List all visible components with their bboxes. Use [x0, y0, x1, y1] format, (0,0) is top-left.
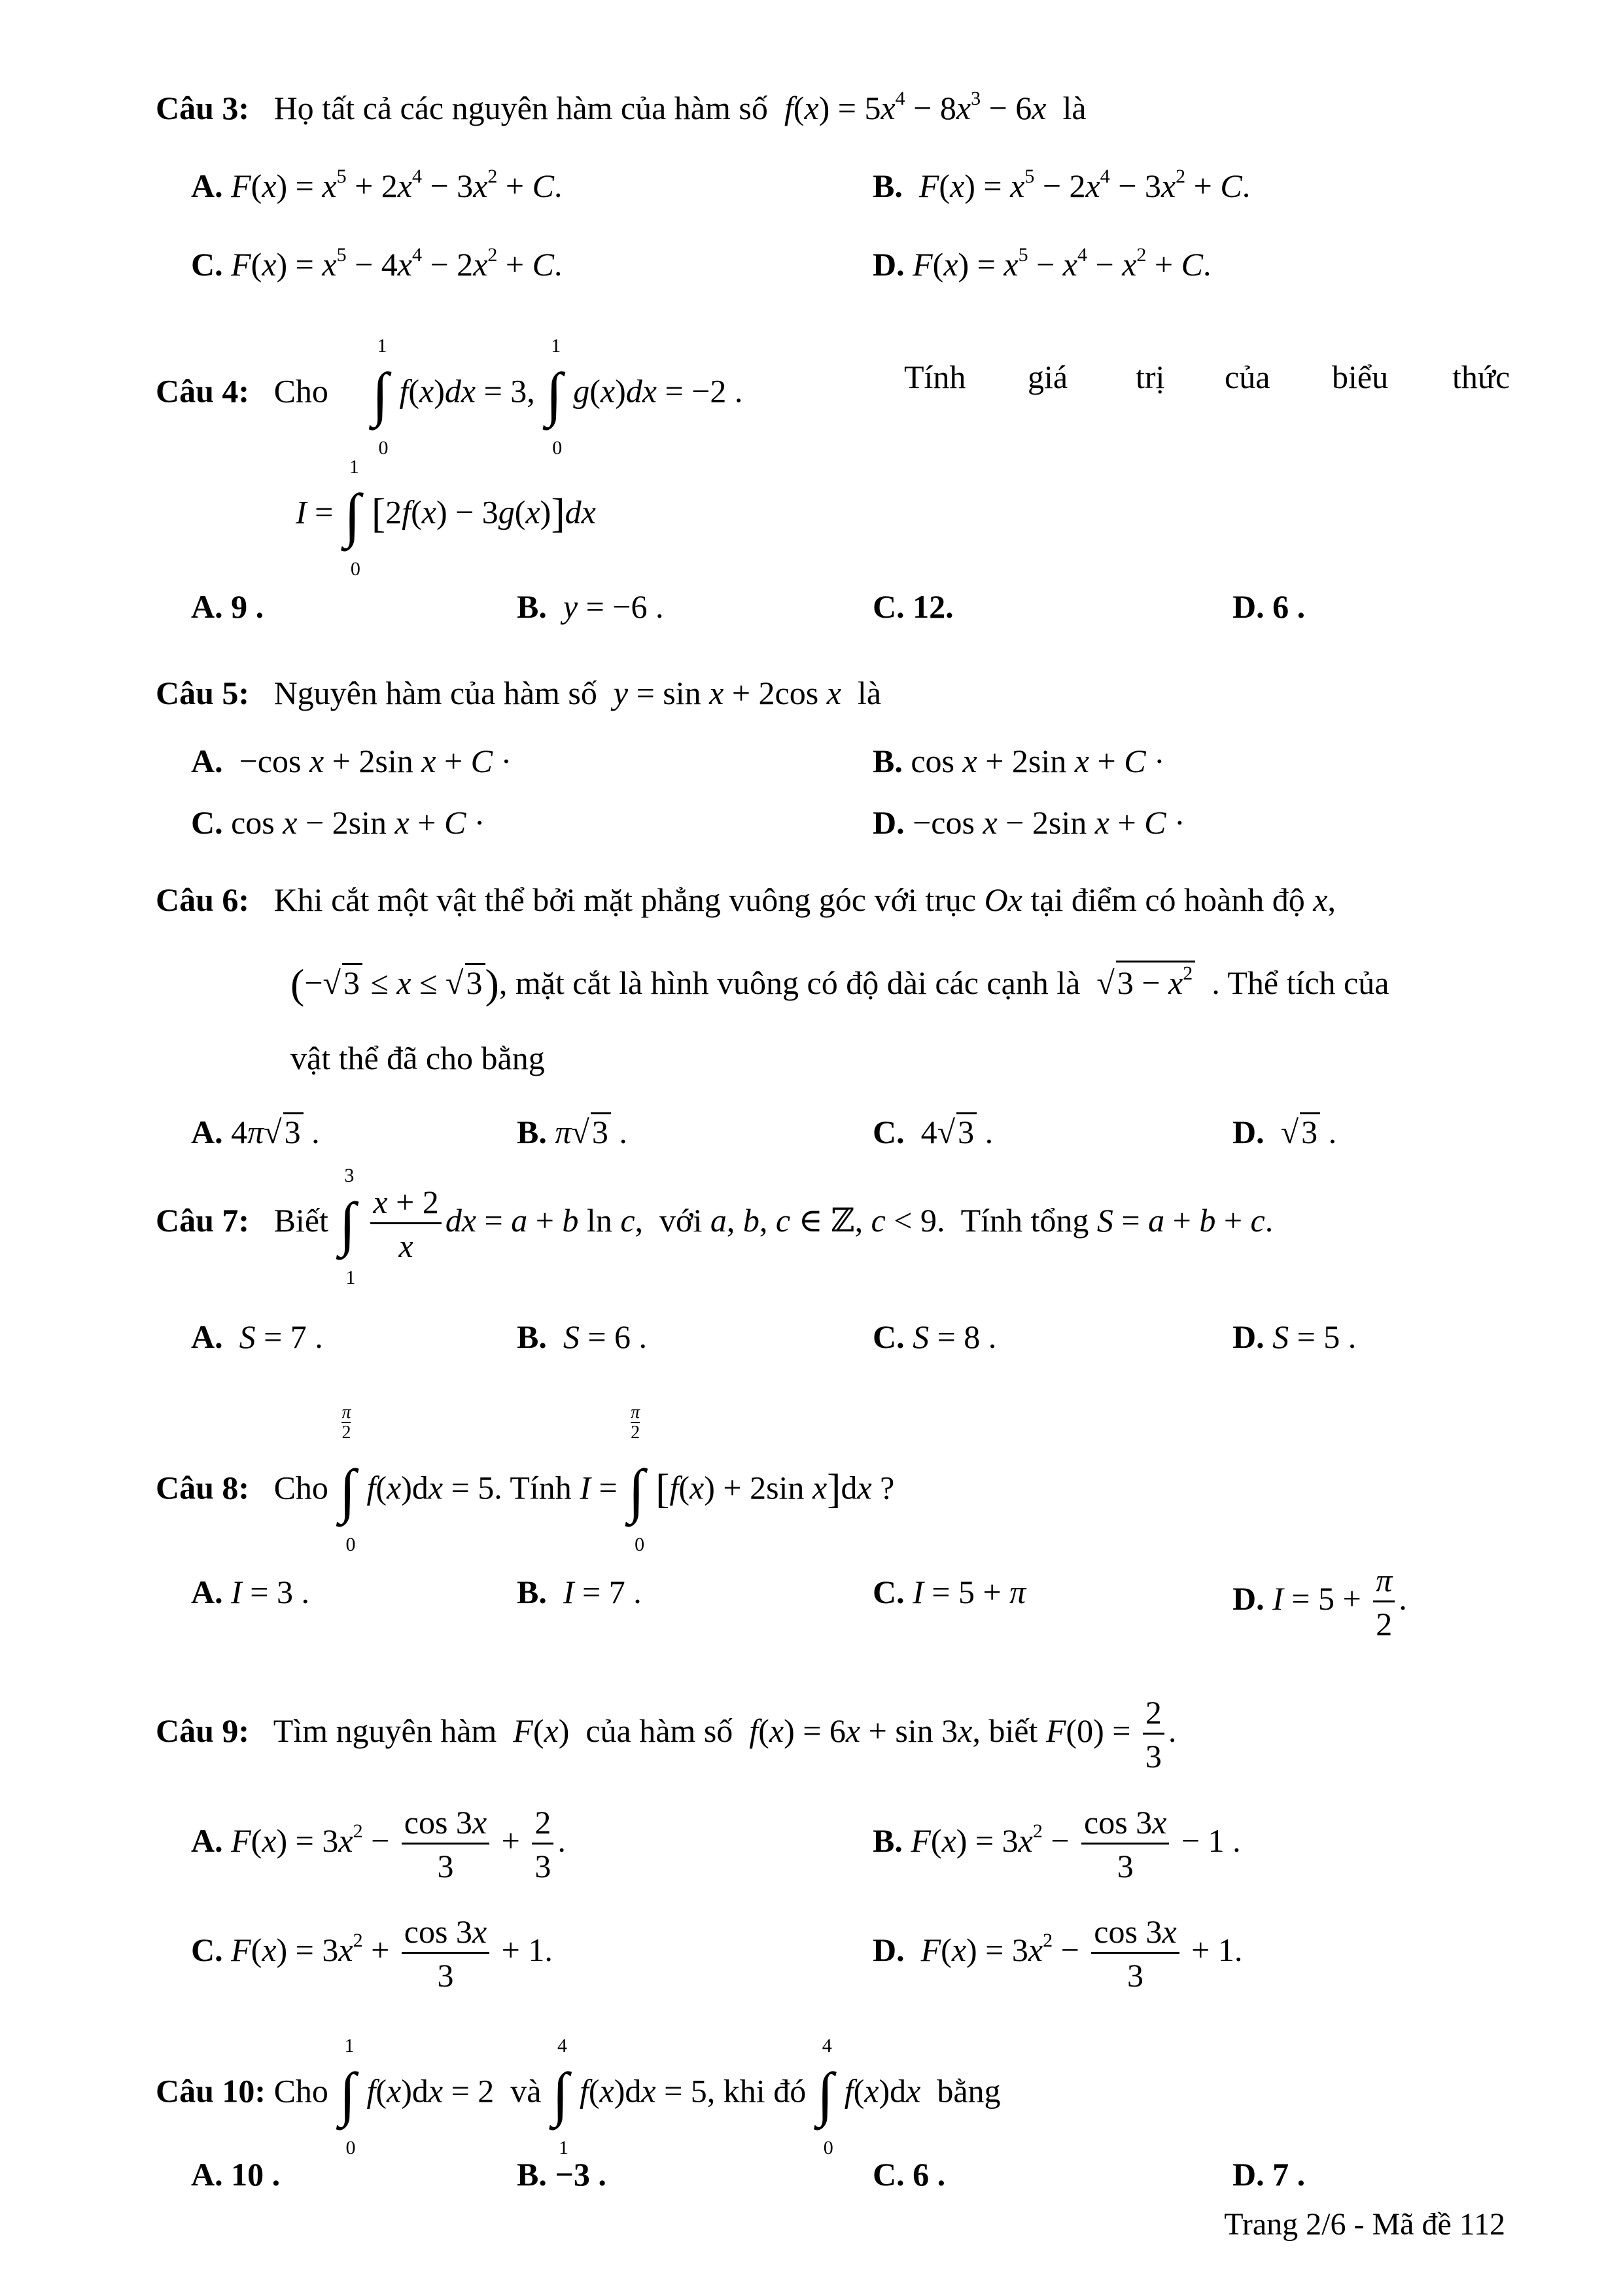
q3-option-a[interactable]: A. $F(x) = x^5 + 2x^4 - 3x^2 + C$. [191, 166, 563, 204]
integral-sign: π 2 ∫ 0 [628, 1402, 645, 1555]
q7-option-c[interactable]: C. S = 8 . [873, 1318, 997, 1355]
q10-label: Câu 10: [156, 2072, 266, 2110]
option-letter: C. [191, 246, 223, 283]
option-text: D. 7 . [1232, 2156, 1306, 2193]
q10-option-b[interactable] [517, 2158, 606, 2191]
q4-word: Tính [904, 359, 966, 395]
option-letter: B. [517, 1574, 547, 1610]
q4-option-c[interactable] [873, 590, 954, 623]
option-letter: B. [873, 168, 903, 204]
option-letter: B. [517, 588, 547, 625]
q8-option-b[interactable]: B. I = 7 . [517, 1574, 642, 1610]
option-text: D. 6 . [1232, 588, 1306, 625]
option-letter: D. [873, 1931, 905, 1968]
q6-line-2: (−√3 ≤ x ≤ √3), mặt cắt là hình vuông có độ dài các cạnh là $√3 - x^2$ . Thể tích của [290, 961, 1389, 1007]
integral-sign: 4 ∫ 0 [816, 2035, 833, 2159]
option-letter: C. [191, 804, 223, 841]
q7-tinh: Tính tổng [960, 1201, 1089, 1239]
q6-option-b[interactable]: B. π√3 . [517, 1114, 627, 1150]
q3-option-d[interactable]: D. $F(x) = x^5 - x^4 - x^2 + C$. [873, 244, 1212, 283]
option-text: A. 9 . [191, 588, 264, 625]
option-letter: A. [191, 1114, 223, 1150]
q6-text-2b: . Thể tích của [1212, 964, 1389, 1001]
q3-text: Họ tất cả các nguyên hàm của hàm số [273, 90, 768, 126]
q4-cho: Cho [273, 372, 328, 410]
q5-end: là [857, 675, 882, 711]
option-letter: B. [873, 1822, 903, 1859]
integral-sign: 1 ∫ 0 [372, 335, 389, 459]
q9-option-a[interactable]: A. $F(x) = 3x^2$ − $\frac{\cos 3x}{3}$ + $\frac{2}{3}$ . [191, 1804, 566, 1884]
q4-word: thức [1452, 359, 1510, 395]
q3-stem: Câu 3: Họ tất cả các nguyên hàm của hàm số $f(x) = 5x^4 - 8x^3 - 6x$ là [156, 88, 1087, 126]
option-letter: A. [191, 1574, 223, 1610]
q7-stem: Câu 7: Biết 3 ∫ 1 $\frac{x + 2}{x}$ dx = a + b ln c, với a, b, c ∈ ℤ, c < 9. Tính tổng S = a + b + c. [156, 1164, 1274, 1288]
option-letter: B. [517, 1114, 547, 1150]
q9-option-b[interactable]: B. $F(x) = 3x^2$ − $\frac{\cos 3x}{3}$ − 1 . [873, 1804, 1241, 1884]
option-text: C. 12. [873, 588, 954, 625]
q6-option-d[interactable]: D. √3 . [1232, 1114, 1337, 1150]
option-letter: B. [517, 1318, 547, 1355]
q7-option-a[interactable]: A. S = 7 . [191, 1318, 323, 1355]
q6-option-c[interactable]: C. 4√3 . [873, 1114, 994, 1150]
q3-option-b[interactable]: B. $F(x) = x^5 - 2x^4 - 3x^2 + C$. [873, 166, 1251, 204]
integral-sign: 4 ∫ 1 [551, 2035, 569, 2159]
q5-option-a[interactable]: A. −cos x + 2sin x + C · [191, 743, 512, 779]
q9-option-d[interactable]: D. $F(x) = 3x^2$ − $\frac{\cos 3x}{3}$ + 1. [873, 1913, 1243, 1994]
option-letter: D. [873, 246, 905, 283]
q5-label: Câu 5: [156, 675, 250, 711]
option-letter: B. [873, 743, 903, 779]
q10-option-c[interactable] [873, 2158, 945, 2191]
q4-stem: Câu 4: Cho 1 ∫ 0 f(x)dx = 3, 1 ∫ 0 g(x)dx = −2 . [156, 335, 743, 459]
q3-label: Câu 3: [156, 90, 250, 126]
option-letter: A. [191, 743, 223, 779]
q9-option-c[interactable]: C. $F(x) = 3x^2$ + $\frac{\cos 3x}{3}$ + 1. [191, 1913, 553, 1994]
integral-sign: 1 ∫ 0 [343, 456, 361, 580]
q10-va: và [510, 2072, 542, 2110]
q5-option-b[interactable]: B. cos x + 2sin x + C · [873, 743, 1165, 779]
q9-text: Tìm nguyên hàm [273, 1712, 497, 1749]
option-letter: C. [873, 1114, 905, 1150]
q6-text-2a: , mặt cắt là hình vuông có độ dài các cạnh là [498, 964, 1081, 1001]
q8-tinh: . Tính [494, 1469, 572, 1506]
q3-option-c[interactable]: C. $F(x) = x^5 - 4x^4 - 2x^2 + C$. [191, 244, 563, 283]
option-text: B. −3 . [517, 2156, 606, 2193]
q6-line-1: Câu 6: Khi cắt một vật thể bởi mặt phẳng vuông góc với trục Ox tại điểm có hoành độ x, [156, 881, 1336, 918]
option-letter: C. [873, 1318, 905, 1355]
q7-option-d[interactable]: D. S = 5 . [1232, 1318, 1357, 1355]
q4-word: giá [1028, 359, 1068, 395]
option-text: A. 10 . [191, 2156, 281, 2193]
option-letter: C. [191, 1931, 223, 1968]
q6-line-3: vật thể đã cho bằng [290, 1040, 545, 1076]
q7-label: Câu 7: [156, 1201, 250, 1239]
q4-option-d[interactable] [1232, 590, 1305, 623]
q9-stem: Câu 9: Tìm nguyên hàm F(x) của hàm số f(x) = 6x + sin 3x, biết F(0) = $\frac{2}{3}$ . [156, 1694, 1177, 1775]
q8-cho: Cho [273, 1469, 328, 1506]
option-letter: D. [873, 804, 905, 841]
q10-khido: , khi đó [707, 2072, 807, 2110]
integral-sign: 1 ∫ 0 [339, 2035, 356, 2159]
q6-option-a[interactable]: A. 4π√3 . [191, 1114, 320, 1150]
q10-bang: bằng [937, 2072, 1001, 2110]
option-letter: D. [1232, 1318, 1265, 1355]
q10-option-d[interactable] [1232, 2158, 1305, 2191]
q10-stem: Câu 10: Cho 1 ∫ 0 f(x)dx = 2 và 4 ∫ 1 f(x)dx = 5, khi đó 4 ∫ 0 f(x)dx bằng [156, 2035, 1001, 2159]
q6-text-1: Khi cắt một vật thể bởi mặt phẳng vuông góc với trục [273, 881, 977, 918]
q10-cho: Cho [273, 2072, 328, 2110]
q8-option-d[interactable]: D. I = 5 + $\frac{\pi}{2}$ . [1232, 1562, 1407, 1642]
q4-label: Câu 4: [156, 372, 250, 410]
q5-text: Nguyên hàm của hàm số [273, 675, 597, 711]
q4-word: trị [1136, 359, 1165, 395]
option-letter: D. [1232, 1114, 1265, 1150]
integral-sign: 1 ∫ 0 [546, 335, 563, 459]
q3-end: là [1062, 90, 1087, 126]
integral-sign: π 2 ∫ 0 [339, 1402, 356, 1555]
option-letter: A. [191, 168, 223, 204]
q9-label: Câu 9: [156, 1712, 250, 1749]
q5-option-c[interactable]: C. cos x − 2sin x + C · [191, 804, 485, 841]
q5-stem: Câu 5: Nguyên hàm của hàm số y = sin x + 2cos x là [156, 675, 882, 711]
q8-option-c[interactable]: C. I = 5 + π [873, 1574, 1026, 1610]
q5-option-d[interactable]: D. −cos x − 2sin x + C · [873, 804, 1185, 841]
q4-word: của [1225, 359, 1270, 395]
q4-word: biểu [1332, 359, 1389, 395]
q10-option-a[interactable] [191, 2158, 280, 2191]
q4-option-b[interactable]: B. y = −6 . [517, 588, 664, 625]
q6-text-1b: tại điểm có hoành độ [1030, 881, 1305, 918]
q7-option-b[interactable]: B. S = 6 . [517, 1318, 648, 1355]
q4-expression: I = 1 ∫ 0 [2f(x) − 3g(x)]dx [296, 456, 596, 580]
option-letter: A. [191, 1318, 223, 1355]
q7-biet: Biết [273, 1201, 328, 1239]
option-text: C. 6 . [873, 2156, 946, 2193]
option-letter: A. [191, 1822, 223, 1859]
q7-voi: với [659, 1201, 703, 1239]
option-letter: D. [1232, 1580, 1265, 1617]
q4-option-a[interactable] [191, 590, 264, 623]
q8-option-a[interactable]: A. I = 3 . [191, 1574, 309, 1610]
q6-label: Câu 6: [156, 881, 250, 918]
q9-text2: của hàm số [585, 1712, 733, 1749]
page-footer: Trang 2/6 - Mã đề 112 [1224, 2207, 1505, 2242]
q9-biet: , biết [972, 1712, 1038, 1749]
option-letter: C. [873, 1574, 905, 1610]
q8-stem: Câu 8: Cho π 2 ∫ 0 f(x)dx = 5. Tính I = π 2 ∫ 0 [f(x) + 2sin x]dx ? [156, 1402, 895, 1555]
q8-label: Câu 8: [156, 1469, 250, 1506]
integral-sign: 3 ∫ 1 [339, 1164, 356, 1288]
